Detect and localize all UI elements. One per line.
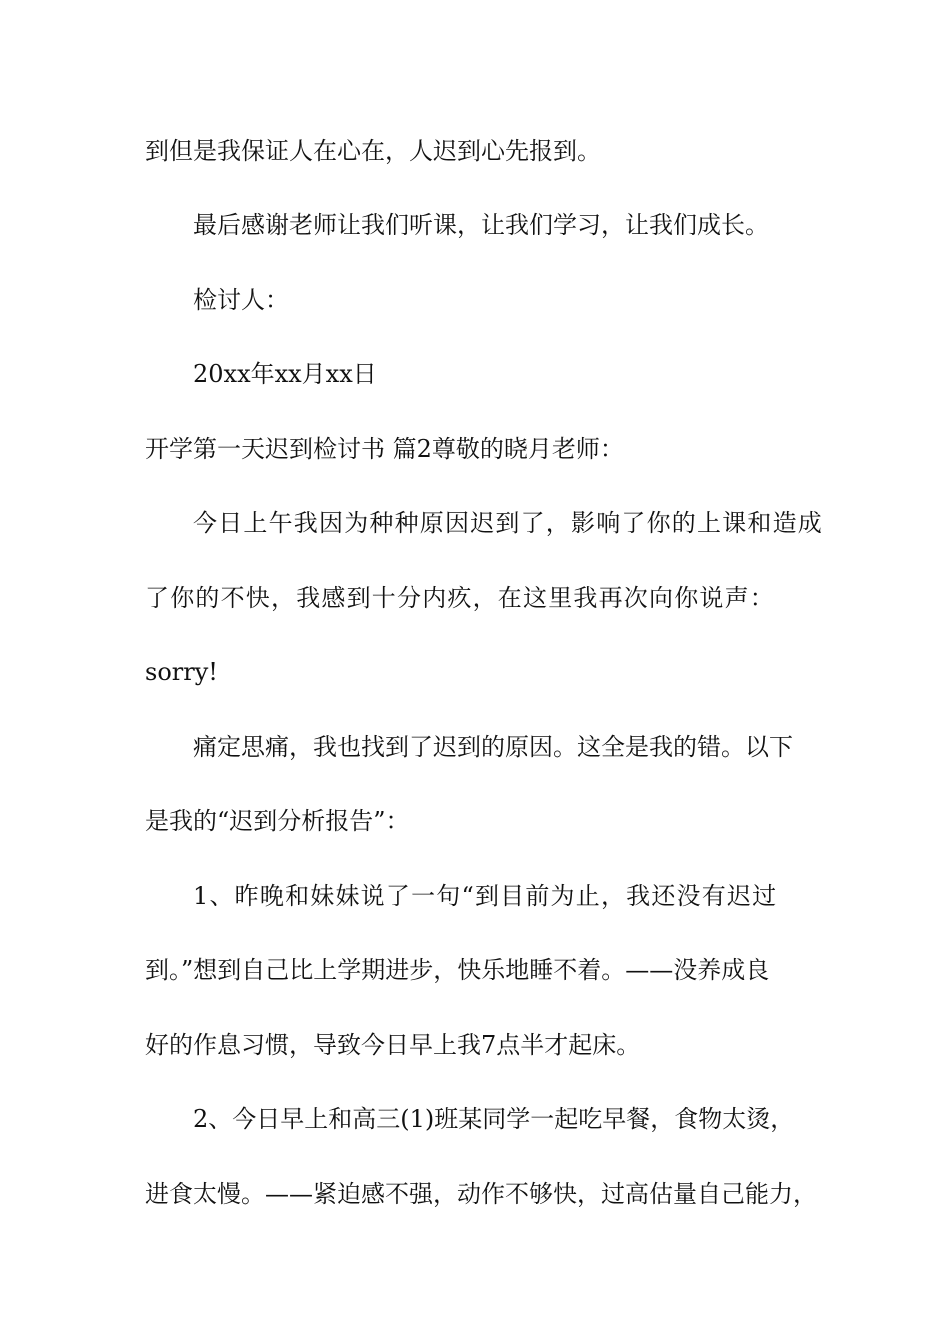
signature-label: 检讨人：	[193, 286, 289, 314]
list-item-line: 1、昨晚和妹妹说了一句“到目前为止，我还没有迟过	[193, 882, 778, 910]
paragraph-line: 了你的不快，我感到十分内疚，在这里我再次向你说声：	[145, 584, 775, 612]
list-item-line: 2、今日早上和高三(1)班某同学一起吃早餐，食物太烫，	[193, 1105, 795, 1133]
list-item-line: 好的作息习惯，导致今日早上我7点半才起床。	[145, 1031, 641, 1059]
date-line: 20xx年xx月xx日	[193, 360, 377, 388]
paragraph-line: 是我的“迟到分析报告”：	[145, 807, 410, 835]
list-item-line: 到。”想到自己比上学期进步，快乐地睡不着。——没养成良	[145, 956, 770, 984]
paragraph-line: 痛定思痛，我也找到了迟到的原因。这全是我的错。以下	[193, 733, 793, 761]
paragraph-line: sorry!	[145, 658, 218, 686]
list-item-line: 进食太慢。——紧迫感不强，动作不够快，过高估量自己能力，	[145, 1180, 817, 1208]
paragraph-line: 最后感谢老师让我们听课，让我们学习，让我们成长。	[193, 211, 769, 239]
section-heading: 开学第一天迟到检讨书 篇2尊敬的晓月老师：	[145, 435, 624, 463]
paragraph-line: 今日上午我因为种种原因迟到了，影响了你的上课和造成	[193, 509, 823, 537]
paragraph-line: 到但是我保证人在心在，人迟到心先报到。	[145, 137, 601, 165]
